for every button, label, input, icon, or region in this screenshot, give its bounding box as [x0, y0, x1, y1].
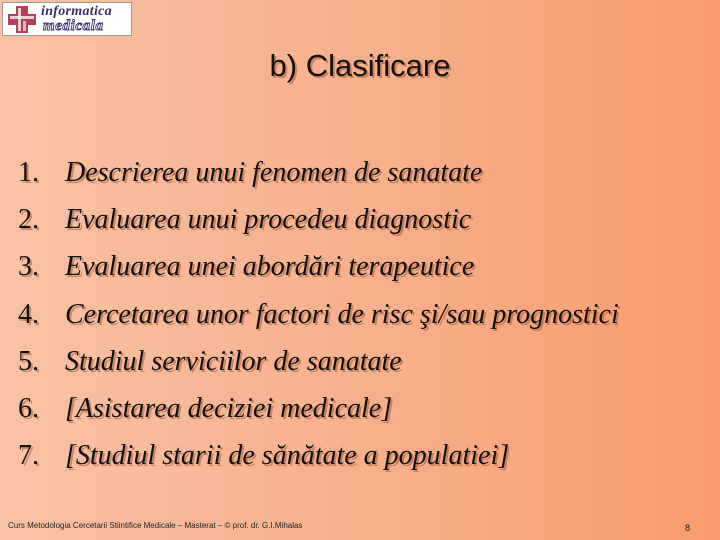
- list-item: [18, 432, 619, 479]
- list-item-text: Cercetarea unor factori de risc şi/sau prognostici: [65, 298, 619, 330]
- slide-title: b) Clasificare: [269, 48, 451, 83]
- list-item: [18, 149, 619, 196]
- list-item-text: Descrierea unui fenomen de sanatate: [65, 157, 483, 188]
- list-item: [18, 291, 619, 338]
- list-item-number: 1.: [18, 157, 39, 188]
- list-item: [18, 338, 619, 385]
- list-item-text: Evaluarea unei abordări terapeutice: [65, 251, 475, 283]
- logo: [2, 2, 132, 36]
- list-item: [18, 243, 619, 290]
- page-number: 8: [685, 523, 691, 533]
- list-item-text: [Studiul starii de sănătate a populatiei]: [65, 440, 510, 472]
- list-item-number: 3.: [18, 251, 39, 283]
- list-item-text: Studiul serviciilor de sanatate: [65, 345, 402, 377]
- list-item-number: 5.: [18, 345, 39, 377]
- list-item-text: Evaluarea unui procedeu diagnostic: [65, 204, 472, 236]
- list-item-number: 7.: [18, 440, 39, 472]
- list-item: [18, 196, 619, 243]
- list-item-number: 2.: [18, 204, 39, 236]
- list-item-text: [Asistarea deciziei medicale]: [65, 392, 393, 424]
- footer-caption: Curs Metodologia Cercetarii Stiintifice Medicale – Masterat – © prof. dr. G.I.Mihalas: [8, 521, 303, 530]
- classification-list: [18, 149, 619, 479]
- list-item-number: 6.: [18, 392, 39, 424]
- logo-text-informatica: informatica: [41, 4, 112, 19]
- list-item-number: 4.: [18, 298, 39, 330]
- logo-text-medicala: medicala: [43, 18, 104, 34]
- list-item: [18, 385, 619, 432]
- medical-cross-icon: [5, 4, 39, 35]
